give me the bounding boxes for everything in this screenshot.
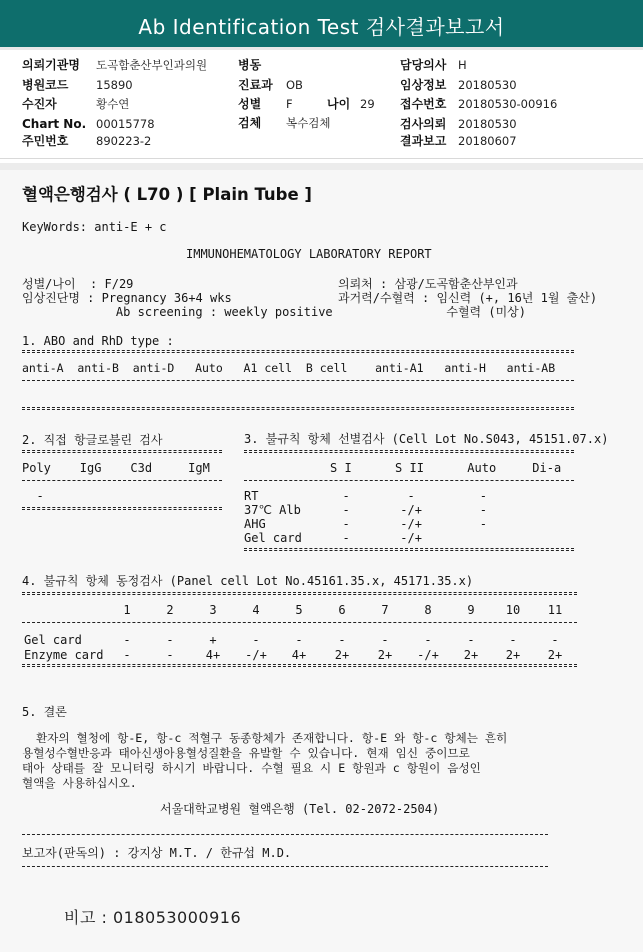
panel-cell-number: 7: [381, 603, 389, 617]
section1-columns: anti-A anti-B anti-D Auto A1 cell B cell anti-A1 anti-H anti-AB: [22, 361, 556, 375]
section3-columns: S I S II Auto Di-a: [330, 461, 562, 475]
panel-result: -: [381, 633, 389, 647]
panel-result: 4+: [291, 648, 307, 662]
doc-title: 혈액은행검사 ( L70 ) [ Plain Tube ]: [22, 185, 312, 204]
requesting-place: 의뢰처 : 삼광/도곡함춘산부인과: [338, 277, 518, 291]
value-test-request: 20180530: [458, 117, 517, 131]
panel-cell-number: 10: [505, 603, 521, 617]
section3-row-values: - -/+: [328, 531, 422, 545]
report-title: Ab Identification Test 검사결과보고서: [138, 15, 505, 39]
section1-title: 1. ABO and RhD type :: [22, 334, 174, 348]
label-result-report: 결과보고: [400, 134, 447, 148]
value-age: 29: [360, 97, 375, 111]
value-requesting-institution: 도곡함춘산부인과의원: [96, 58, 208, 72]
section1-rule: [22, 380, 574, 381]
panel-result: 2+: [547, 648, 563, 662]
panel-cell-number: 2: [166, 603, 174, 617]
panel-result: -: [509, 633, 517, 647]
label-hospital-code: 병원코드: [22, 78, 69, 92]
conclusion-line: 환자의 혈청에 항-E, 항-c 적혈구 동종항체가 존재합니다. 항-E 와 항-c 항체는 흔히: [22, 731, 508, 745]
clinical-diagnosis: 임상진단명 : Pregnancy 36+4 wks: [22, 291, 232, 305]
label-chart-no: Chart No.: [22, 117, 87, 131]
remarks: 비고 : 018053000916: [64, 908, 242, 927]
label-sex: 성별: [238, 97, 262, 111]
label-resident-no: 주민번호: [22, 134, 69, 148]
header-shadow-divider: [0, 163, 643, 170]
panel-result: 2+: [377, 648, 393, 662]
value-receipt-no: 20180530-00916: [458, 97, 558, 111]
report-title-bar: [0, 0, 643, 50]
section3-row-label: Gel card: [244, 531, 302, 545]
label-department: 진료과: [238, 78, 273, 92]
panel-result: -: [338, 633, 346, 647]
panel-cell-number: 3: [209, 603, 217, 617]
panel-cell-number: 5: [295, 603, 303, 617]
signature-end-rule: [22, 866, 548, 867]
label-receipt-no: 접수번호: [400, 97, 447, 111]
value-sex: F: [286, 97, 293, 111]
panel-result: -: [123, 648, 131, 662]
panel-cell-number: 9: [467, 603, 475, 617]
panel-cell-number: 11: [547, 603, 563, 617]
section3-row-label: AHG: [244, 517, 266, 531]
panel-result: -: [467, 633, 475, 647]
section3-row-values: - -/+ -: [328, 517, 487, 531]
value-hospital-code: 15890: [96, 78, 133, 92]
panel-result: 2+: [334, 648, 350, 662]
label-test-request: 검사의뢰: [400, 117, 447, 131]
section2-columns: Poly IgG C3d IgM: [22, 461, 210, 475]
value-department: OB: [286, 78, 303, 92]
section5-title: 5. 결론: [22, 705, 67, 719]
panel-cell-number: 6: [338, 603, 346, 617]
label-specimen: 검체: [238, 116, 262, 130]
history-pregnancy: 과거력/수혈력 : 임신력 (+, 16년 1월 출산): [338, 291, 598, 305]
section3-row-values: - -/+ -: [328, 503, 487, 517]
section3-end-rule: [244, 548, 574, 551]
section4-title: 4. 불규칙 항체 동정검사 (Panel cell Lot No.45161.35.x, 45171.35.x): [22, 574, 474, 588]
section2-double-rule: [22, 450, 222, 453]
label-attending-physician: 담당의사: [400, 58, 447, 72]
value-patient-name: 황수연: [96, 97, 130, 111]
panel-result: -: [166, 648, 174, 662]
label-age: 나이: [327, 97, 351, 111]
panel-result: -: [295, 633, 303, 647]
section1-double-rule: [22, 350, 574, 353]
panel-result: 2+: [463, 648, 479, 662]
section3-rule: [244, 480, 574, 481]
value-clinical-info: 20180530: [458, 78, 517, 92]
panel-result: -: [123, 633, 131, 647]
keywords: KeyWords: anti-E + c: [22, 220, 167, 234]
value-attending-physician: H: [458, 58, 467, 72]
label-ward: 병동: [238, 58, 262, 72]
ab-screening: Ab screening : weekly positive: [22, 305, 333, 319]
panel-result: 2+: [505, 648, 521, 662]
signature-rule: [22, 834, 548, 835]
label-clinical-info: 임상정보: [400, 78, 447, 92]
section4-rule: [22, 622, 577, 623]
panel-row-label: Gel card: [24, 633, 82, 647]
section3-row-values: - - -: [328, 489, 487, 503]
panel-result: 4+: [205, 648, 221, 662]
section4-double-rule: [22, 592, 577, 595]
section2-end-rule: [22, 507, 222, 510]
section2-rule: [22, 480, 222, 481]
history-transfusion: 수혈력 (미상): [338, 305, 527, 319]
section3-title: 3. 불규칙 항체 선별검사 (Cell Lot No.S043, 45151.07.x): [244, 432, 609, 446]
panel-cell-number: 8: [424, 603, 432, 617]
section3-double-rule: [244, 450, 574, 453]
panel-result: -: [424, 633, 432, 647]
conclusion-line: 혈액을 사용하십시오.: [22, 776, 137, 790]
panel-cell-number: 1: [123, 603, 131, 617]
label-requesting-institution: 의뢰기관명: [22, 58, 80, 72]
panel-result: +: [209, 633, 217, 647]
label-patient-name: 수진자: [22, 97, 57, 111]
section1-end-rule: [22, 407, 574, 410]
panel-result: -/+: [417, 648, 439, 662]
patient-sex-age: 성별/나이 : F/29: [22, 277, 134, 291]
section2-value: -: [22, 489, 44, 503]
institution-contact: 서울대학교병원 혈액은행 (Tel. 02-2072-2504): [160, 802, 440, 816]
panel-cell-number: 4: [252, 603, 260, 617]
header-divider: [0, 158, 643, 159]
panel-result: -/+: [245, 648, 267, 662]
lab-report-title: IMMUNOHEMATOLOGY LABORATORY REPORT: [186, 247, 432, 261]
value-specimen: 복수검체: [286, 116, 331, 130]
conclusion-line: 용혈성수혈반응과 태아신생아용혈성질환을 유발할 수 있습니다. 현재 임신 중이므로: [22, 746, 470, 760]
value-result-report: 20180607: [458, 134, 517, 148]
reporter: 보고자(판독의) : 강지상 M.T. / 한규섭 M.D.: [22, 846, 292, 860]
panel-result: -: [252, 633, 260, 647]
section2-title: 2. 직접 항글로불린 검사: [22, 433, 163, 447]
section3-row-label: RT: [244, 489, 259, 503]
section4-end-rule: [22, 664, 577, 667]
section3-row-label: 37℃ Alb: [244, 503, 301, 517]
value-chart-no: 00015778: [96, 117, 155, 131]
value-resident-no: 890223-2: [96, 134, 152, 148]
panel-result: -: [166, 633, 174, 647]
panel-row-label: Enzyme card: [24, 648, 104, 662]
conclusion-line: 태아 상태를 잘 모니터링 하시기 바랍니다. 수혈 필요 시 E 항원과 c 항원이 음성인: [22, 761, 481, 775]
panel-result: -: [551, 633, 559, 647]
